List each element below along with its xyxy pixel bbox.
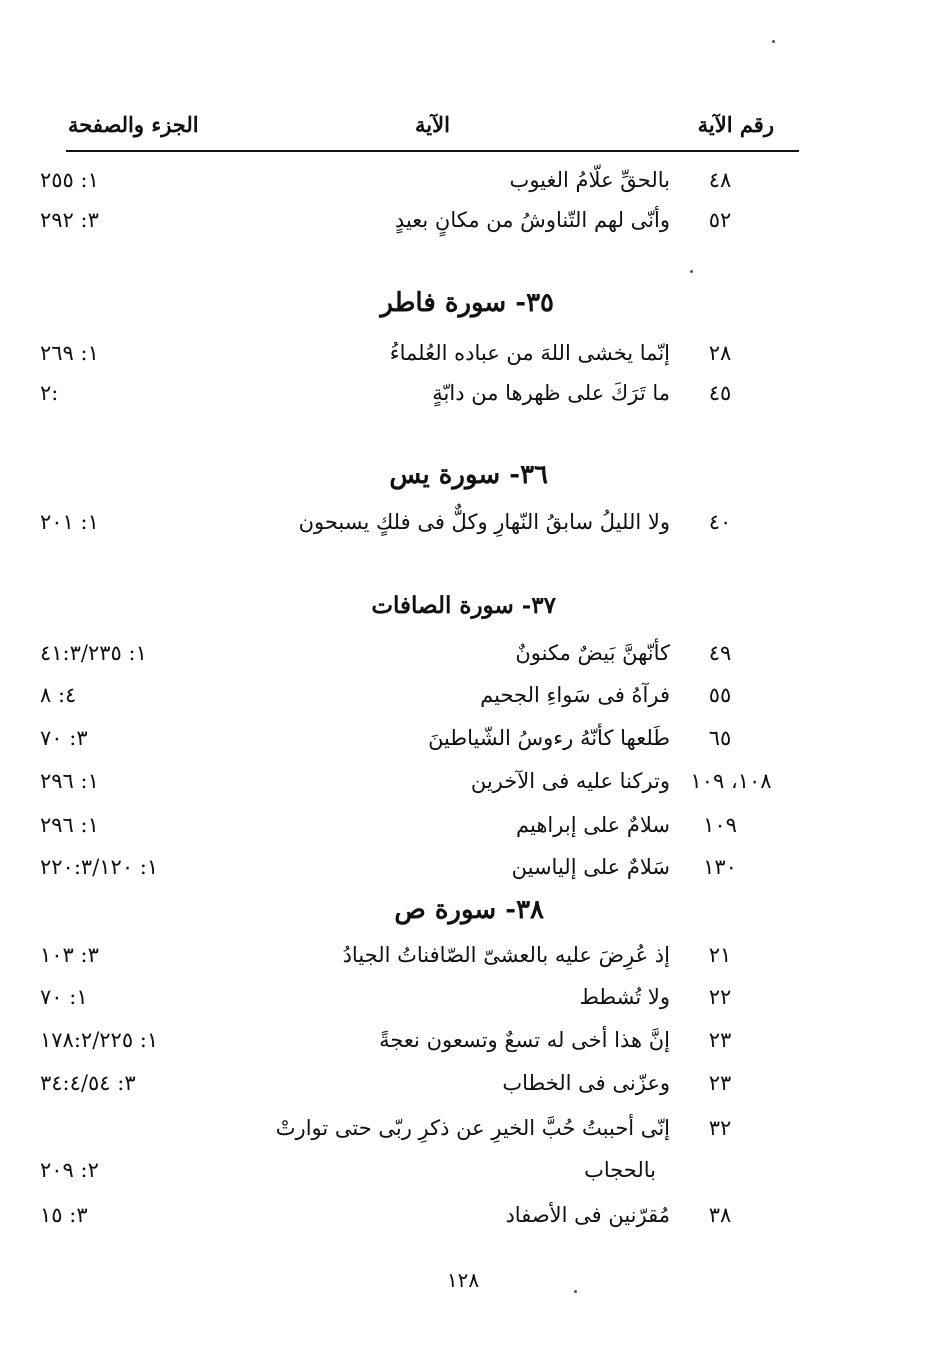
part-page-ref: ٣: ٢٩٢ [40,208,99,232]
ayah-number: ٢٢ [708,985,732,1009]
part-page-ref: ٤: ٨ [40,683,77,707]
entry-row [0,810,926,850]
ayah-text: إنّى أحببتُ حُبَّ الخيرِ عن ذكرِ ربّى حتى توارتْ [275,1116,670,1140]
entry-row [0,378,926,418]
part-page-ref: ١: ١٧٨:٢/٢٢٥ [40,1028,159,1052]
ayah-text: مُقرّنين فى الأصفاد [505,1203,670,1227]
header-rule [66,150,799,152]
part-page-ref: ٢: ٢٠٩ [40,1158,99,1182]
ayah-number: ٤٥ [708,381,732,405]
ayah-number: ٦٥ [708,726,732,750]
surah-heading: ٣٧- سورة الصافات [371,592,556,619]
entry-row [0,205,926,245]
ayah-number: ٥٢ [708,208,732,232]
part-page-ref: ١: ٢٠١ [40,510,99,534]
part-page-ref: ٣: ١٥ [40,1203,88,1227]
entry-row [0,338,926,378]
ayah-text: سلامٌ على إبراهيم [516,813,670,837]
ayah-text: وعزّنى فى الخطاب [502,1071,670,1095]
entry-row [0,1068,926,1108]
part-page-ref: ١: ٢٩٦ [40,769,99,793]
ayah-text: إذ عُرِضَ عليه بالعشىّ الصّافناتُ الجيادُ [342,943,670,967]
ayah-text: ما تَرَكَ على ظهرها من دابّةٍ [432,381,670,405]
part-page-ref: ١: ٢٩٦ [40,813,99,837]
ayah-number: ٢٨ [708,341,732,365]
ayah-text: فرآهُ فى سَواءِ الجحيم [480,683,670,707]
part-page-ref: ١: ٢٦٩ [40,341,99,365]
ayah-text: طَلعها كأنّهُ رءوسُ الشّياطينَ [428,726,670,750]
entry-row [0,1200,926,1240]
ayah-text: كأنّهنَّ بَيضٌ مكنونٌ [515,641,670,665]
scan-speck [574,1290,577,1293]
scan-speck [772,40,775,43]
ayah-number: ٤٩ [708,641,732,665]
ayah-text: وأنّى لهم التّناوشُ من مكانٍ بعيدٍ [394,208,670,232]
ayah-number: ٣٢ [708,1116,732,1140]
ayah-text: ولا تُشطط [579,985,670,1009]
ayah-text: ولا الليلُ سابقُ النّهارِ وكلٌّ فى فلكٍ يسبحون [298,510,670,534]
part-page-ref: ٣: ١٠٣ [40,943,99,967]
ayah-number: ١٣٠ [703,855,737,879]
entry-row [0,723,926,763]
ayah-number: ١٠٩ [703,813,737,837]
part-page-ref: ١: ٤١:٣/٢٣٥ [40,641,147,665]
ayah-number: ١٠٨، ١٠٩ [690,769,772,793]
part-page-ref: ٣: ٧٠ [40,726,88,750]
scan-speck [690,270,693,273]
entry-row [0,852,926,892]
ayah-text: بالحجاب [584,1158,656,1182]
surah-heading: ٣٥- سورة فاطر [380,288,554,318]
page-number: ١٢٨ [446,1268,480,1292]
part-page-ref: ٣: ٣٤:٤/٥٤ [40,1071,136,1095]
entry-row [0,982,926,1022]
entry-row [0,507,926,547]
ayah-text: إنَّ هذا أخى له تسعٌ وتسعون نعجةً [379,1028,670,1052]
ayah-number: ٣٨ [708,1203,732,1227]
part-page-ref: ٢: [40,381,59,405]
part-page-ref: ١: ٢٢٠:٣/١٢٠ [40,855,159,879]
ayah-number: ٤٠ [708,510,732,534]
ayah-number: ٥٥ [708,683,732,707]
entry-row [0,1025,926,1065]
part-page-ref: ١: ٢٥٥ [40,168,99,192]
part-page-ref: ١: ٧٠ [40,985,88,1009]
entry-row [0,1113,926,1153]
ayah-number: ٢٣ [708,1028,732,1052]
surah-heading: ٣٦- سورة يس [389,460,548,490]
header-part-page: الجزء والصفحة [68,112,199,137]
entry-row-continuation [0,1155,926,1195]
entry-row [0,766,926,806]
ayah-text: إنّما يخشى اللهَ من عباده العُلماءُ [389,341,670,365]
ayah-text: سَلامٌ على إلياسين [511,855,670,879]
ayah-text: بالحقِّ علّامُ الغيوب [509,168,670,192]
entry-row [0,680,926,720]
ayah-number: ٢٣ [708,1071,732,1095]
entry-row [0,638,926,678]
entry-row [0,165,926,205]
surah-heading: ٣٨- سورة ص [394,895,544,925]
entry-row [0,940,926,980]
ayah-number: ٢١ [708,943,732,967]
ayah-text: وتركنا عليه فى الآخرين [470,769,670,793]
header-ayah-number: رقم الآية [697,112,774,137]
ayah-number: ٤٨ [708,168,732,192]
header-ayah: الآية [415,112,450,137]
